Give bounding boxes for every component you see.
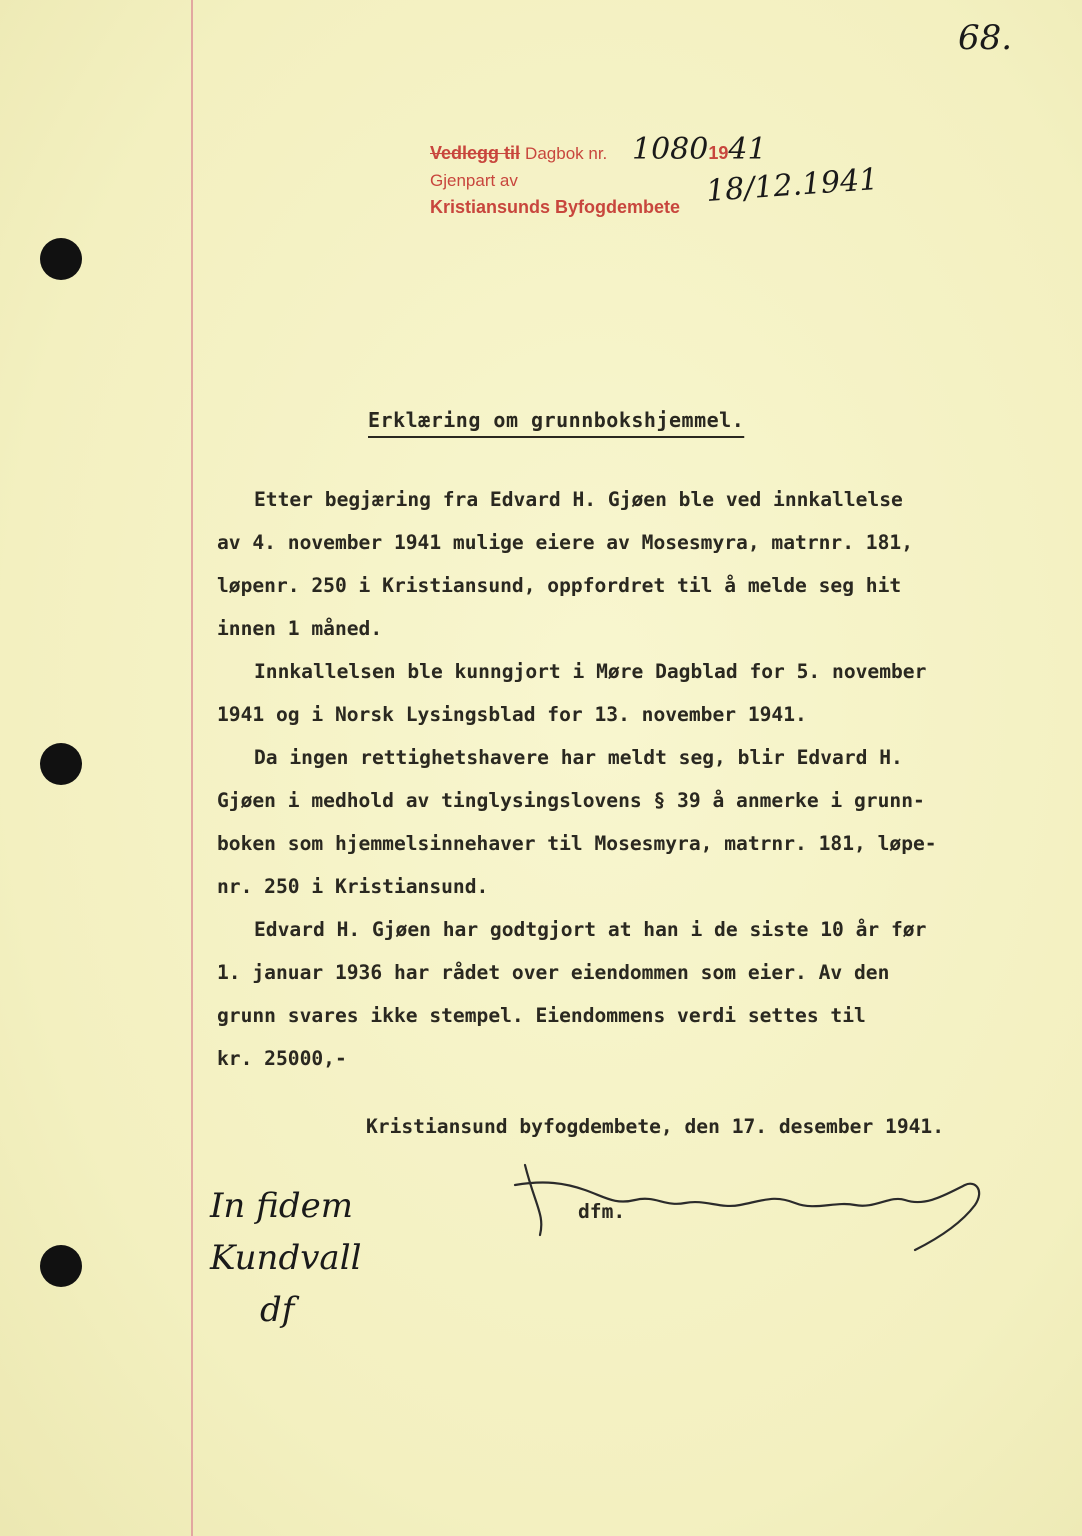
body-line: løpenr. 250 i Kristiansund, oppfordret til å melde seg hit xyxy=(217,574,902,597)
margin-note-line: Kundvall xyxy=(210,1238,362,1278)
body-line: av 4. november 1941 mulige eiere av Mosesmyra, matrnr. 181, xyxy=(217,531,913,554)
body-line: 1. januar 1936 har rådet over eiendommen som eier. Av den xyxy=(217,961,890,984)
body-line: boken som hjemmelsinnehaver til Mosesmyra, matrnr. 181, løpe- xyxy=(217,832,937,855)
body-line: Edvard H. Gjøen har godtgjort at han i de siste 10 år før xyxy=(254,918,927,941)
body-line: Innkallelsen ble kunngjort i Møre Dagblad for 5. november xyxy=(254,660,927,683)
body-line: nr. 250 i Kristiansund. xyxy=(217,875,489,898)
body-line: 1941 og i Norsk Lysingsblad for 13. november 1941. xyxy=(217,703,807,726)
place-and-date: Kristiansund byfogdembete, den 17. desember 1941. xyxy=(366,1115,945,1138)
margin-note-line: In fidem xyxy=(210,1186,353,1226)
body-line: Gjøen i medhold av tinglysingslovens § 39 å anmerke i grunn- xyxy=(217,789,925,812)
page-number: 68. xyxy=(958,18,1013,58)
document-title: Erklæring om grunnbokshjemmel. xyxy=(368,408,745,432)
body-line: Etter begjæring fra Edvard H. Gjøen ble ved innkallelse xyxy=(254,488,903,511)
body-line: kr. 25000,- xyxy=(217,1047,347,1070)
stamp-dagbok-label: Dagbok nr. xyxy=(525,144,608,163)
stamp-struck-text: Vedlegg til xyxy=(430,143,521,163)
margin-attestation xyxy=(210,1180,361,1336)
margin-note-line: df xyxy=(260,1290,295,1330)
punch-hole-middle xyxy=(40,743,82,785)
stamp-date-handwritten: 18/12.1941 xyxy=(704,162,880,209)
punch-hole-top xyxy=(40,238,82,280)
stamp-office: Kristiansunds Byfogdembete xyxy=(430,197,681,217)
document-body xyxy=(217,478,1007,1080)
body-line: grunn svares ikke stempel. Eiendommens verdi settes til xyxy=(217,1004,866,1027)
body-line: innen 1 måned. xyxy=(217,617,383,640)
punch-hole-bottom xyxy=(40,1245,82,1287)
stamp-gjenpart: Gjenpart av xyxy=(430,171,518,190)
signature-role: dfm. xyxy=(578,1200,626,1223)
stamp-number-handwritten: 10801941 xyxy=(632,132,767,167)
margin-rule xyxy=(191,0,193,1536)
body-line: Da ingen rettighetshavere har meldt seg, blir Edvard H. xyxy=(254,746,903,769)
